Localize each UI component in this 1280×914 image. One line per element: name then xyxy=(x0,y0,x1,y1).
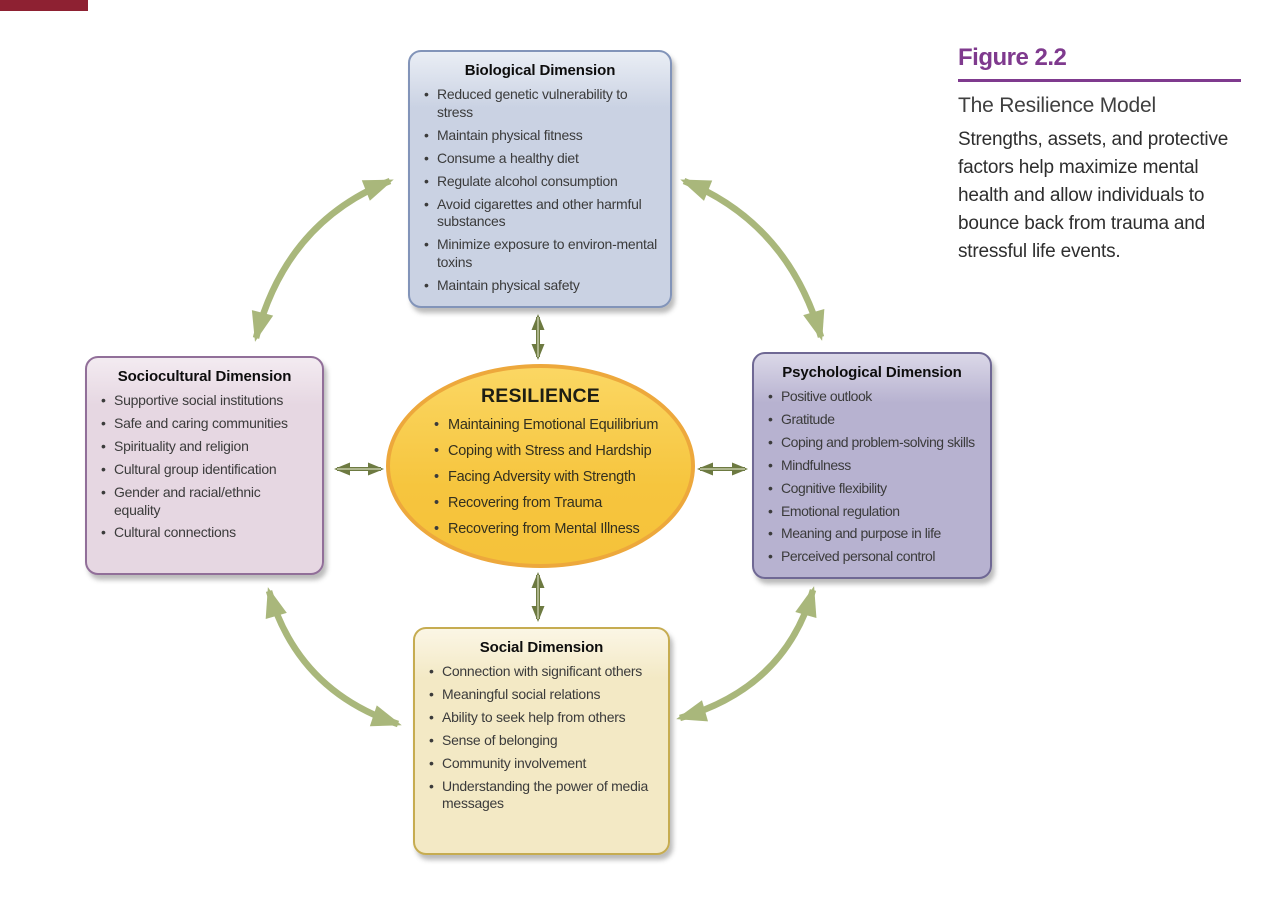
list-item: • Supportive social institutions xyxy=(99,392,310,410)
list-item: • Maintain physical safety xyxy=(422,277,658,295)
list-item: • Cultural connections xyxy=(99,524,310,542)
box-item-list xyxy=(422,86,658,295)
figure-title: The Resilience Model xyxy=(958,94,1156,117)
list-item: • Safe and caring communities xyxy=(99,415,310,433)
figure-caption: Strengths, assets, and protective factors help maximize mental health and allow individuals to bounce back from trauma and stressful life events. xyxy=(958,129,1229,262)
list-item: • Recovering from Trauma xyxy=(432,495,691,512)
list-item: • Perceived personal control xyxy=(766,548,978,566)
list-item: • Ability to seek help from others xyxy=(427,709,656,727)
box-title: Social Dimension xyxy=(479,639,604,656)
list-item: • Gratitude xyxy=(766,411,978,429)
box-item-list xyxy=(99,392,310,542)
figure-rule-divider xyxy=(958,79,1241,82)
list-item: • Maintaining Emotional Equilibrium xyxy=(432,417,691,434)
list-item: • Spirituality and religion xyxy=(99,438,310,456)
social-dimension-box xyxy=(413,627,670,855)
list-item: • Understanding the power of media messages xyxy=(427,778,656,814)
list-item: • Positive outlook xyxy=(766,388,978,406)
resilience-item-list xyxy=(432,417,691,538)
figure-label: Figure 2.2 xyxy=(958,44,1067,71)
box-item-list xyxy=(766,388,978,566)
list-item: • Connection with significant others xyxy=(427,663,656,681)
box-title: Psychological Dimension xyxy=(782,364,962,381)
list-item: • Community involvement xyxy=(427,755,656,773)
resilience-title: RESILIENCE xyxy=(480,385,601,407)
biological-dimension-box xyxy=(408,50,672,308)
list-item: • Consume a healthy diet xyxy=(422,150,658,168)
list-item: • Maintain physical fitness xyxy=(422,127,658,145)
list-item: • Meaning and purpose in life xyxy=(766,525,978,543)
curved-arrow-social-sociocultural xyxy=(269,591,398,724)
list-item: • Sense of belonging xyxy=(427,732,656,750)
list-item: • Facing Adversity with Strength xyxy=(432,469,691,486)
list-item: • Emotional regulation xyxy=(766,503,978,521)
list-item: • Coping and problem-solving skills xyxy=(766,434,978,452)
list-item: • Regulate alcohol consumption xyxy=(422,173,658,191)
sociocultural-dimension-box xyxy=(85,356,324,575)
figure-caption-panel xyxy=(958,44,1241,266)
box-item-list xyxy=(427,663,656,813)
list-item: • Avoid cigarettes and other harmful substances xyxy=(422,196,658,232)
list-item: • Coping with Stress and Hardship xyxy=(432,443,691,460)
list-item: • Cultural group identification xyxy=(99,461,310,479)
list-item: • Cognitive flexibility xyxy=(766,480,978,498)
box-title: Biological Dimension xyxy=(464,62,616,79)
psychological-dimension-box xyxy=(752,352,992,579)
page-corner-bar xyxy=(0,0,88,11)
list-item: • Mindfulness xyxy=(766,457,978,475)
list-item: • Meaningful social relations xyxy=(427,686,656,704)
curved-arrow-biological-psychological xyxy=(684,181,821,337)
curved-arrow-psychological-social xyxy=(680,590,813,718)
box-title: Sociocultural Dimension xyxy=(117,368,292,385)
resilience-ellipse xyxy=(386,364,695,568)
list-item: • Gender and racial/ethnic equality xyxy=(99,484,310,520)
curved-arrow-sociocultural-biological xyxy=(256,181,390,338)
list-item: • Recovering from Mental Illness xyxy=(432,521,691,538)
list-item: • Reduced genetic vulnerability to stress xyxy=(422,86,658,122)
list-item: • Minimize exposure to environ-mental toxins xyxy=(422,236,658,272)
